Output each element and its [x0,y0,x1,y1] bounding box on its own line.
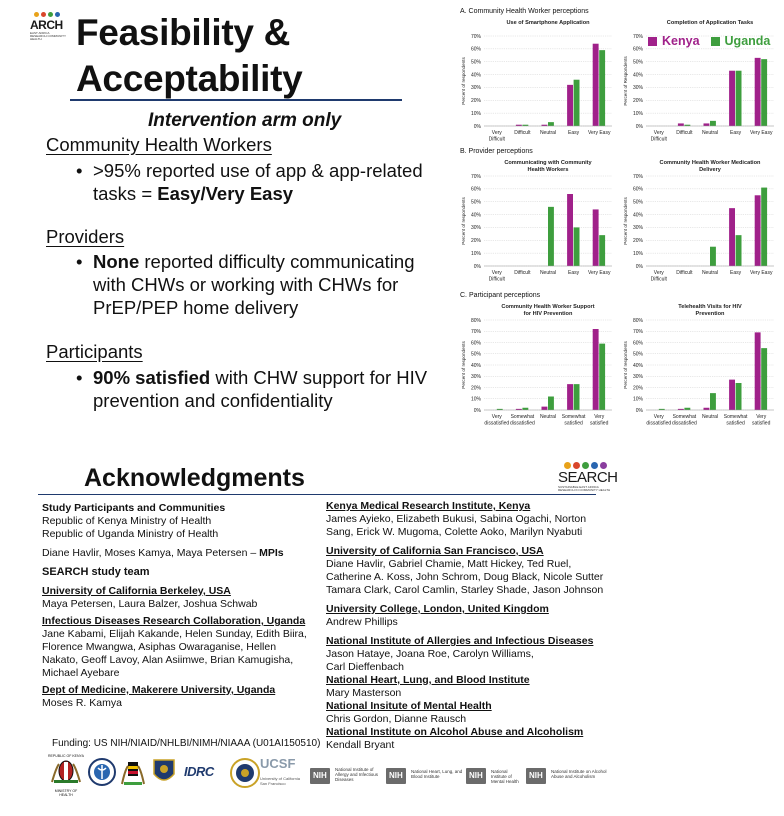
ack-mak-names: Moses R. Kamya [42,697,122,709]
chart-title: Community Health Worker Medication [659,160,761,166]
x-tick-label: Somewhat [672,414,697,420]
bullet-glyph: • [76,251,83,272]
ack-mpis-label: MPIs [259,547,284,559]
ack-mpis-names: Diane Havlir, Moses Kamya, Maya Petersen – [42,547,260,559]
x-tick-label: Easy [730,270,742,276]
bullet-providers-text: reported difficulty communicating with CHWs or working with CHWs for PrEP/PEP home delivery [93,251,415,318]
ack-niaid-line: Carl Dieffenbach [326,661,405,673]
bullet-participants [76,366,443,412]
chart-title: Prevention [695,311,725,317]
bullet-chw-text: >95% reported use of app & app-related tasks = [93,160,423,204]
y-tick-label: 40% [470,362,481,369]
y-tick-label: 0% [635,123,643,130]
y-tick-label: 50% [470,59,481,66]
ucsf-logo: UCSF [260,756,296,771]
nih-niaid-label: National Institute of Allergy and Infectious Diseases [335,767,379,782]
title-line-2: Acceptability [76,58,303,99]
y-tick-label: 0% [473,123,481,130]
nih-badge-nhlbi: NIH [386,768,406,784]
y-axis-label: Percent of Respondents [623,56,628,106]
y-tick-label: 10% [470,396,481,403]
bar-uganda [761,59,767,126]
bar-chart-svg [458,18,616,150]
section-b-label: B. Provider perceptions [460,148,533,155]
ministry-seal-icon [88,758,116,786]
y-tick-label: 20% [632,98,643,105]
x-tick-label: Very [491,414,502,420]
nih-badge-niaid: NIH [310,768,330,784]
ack-mak-head: Dept of Medicine, Makerere University, Uganda [42,684,276,696]
x-tick-label: Very Easy [587,130,611,136]
x-tick-label: Difficult [488,276,505,283]
chart-title: Communicating with Community [504,160,592,166]
section-head-chw: Community Health Workers [46,134,272,155]
bar-kenya [567,384,573,410]
y-tick-label: 80% [470,317,481,324]
bar-kenya [593,209,599,266]
y-axis-label: Percent of respondents [461,57,466,105]
x-tick-label: Easy [730,130,742,136]
nih-nhlbi-label: National Heart, Lung, and Blood Institute [411,769,463,779]
bar-chart-svg [458,158,616,290]
x-tick-label: Somewhat [510,414,535,420]
y-tick-label: 30% [470,225,481,232]
kenya-moh-bottom: MINISTRY OF HEALTH [54,789,78,797]
y-tick-label: 60% [632,186,643,193]
ack-ucsf-line: Catherine A. Koss, John Schrom, Doug Black, Nicole Sutter [326,571,604,583]
ack-ucb-names: Maya Petersen, Laura Balzer, Joshua Schwab [42,598,258,610]
bullet-providers [76,250,438,319]
kemri-seal-icon [230,758,260,788]
funding-statement: Funding: US NIH/NIAID/NHLBI/NIMH/NIAAA (U01AI150510) [52,738,321,749]
ack-uganda-moh: Republic of Uganda Ministry of Health [42,528,219,540]
bullet-providers-bold: None [93,251,140,272]
search-logo-small [30,12,66,48]
x-tick-label: satisfied [564,420,583,427]
ack-nimh-names: Chris Gordon, Dianne Rausch [326,713,467,725]
x-tick-label: Easy [568,130,580,136]
ack-idrc-line: Florence Mwangwa, Asiphas Owaraganise, Hellen [42,641,277,653]
x-tick-label: Neutral [539,414,557,420]
bar-kenya [678,123,684,126]
ack-nimh-head: National Insitute of Mental Health [326,700,492,712]
idrc-logo: IDRC [184,764,214,779]
bullet-participants-bold: 90% satisfied [93,367,211,388]
bar-kenya [729,208,735,266]
x-tick-label: dissatisfied [484,420,510,427]
bar-uganda [599,344,605,410]
x-tick-label: Very Easy [587,270,611,276]
legend-swatch-kenya [648,37,657,46]
bar-kenya [704,123,710,126]
ack-ucsf-line: Diane Havlir, Gabriel Chamie, Matt Hickey, Ted Ruel, [326,558,572,570]
bar-uganda [599,235,605,266]
ack-ucb-head: University of California Berkeley, USA [42,585,231,597]
x-tick-label: Neutral [701,130,719,136]
x-tick-label: Very [491,270,502,276]
y-tick-label: 60% [470,186,481,193]
x-tick-label: Difficult [650,136,667,143]
uganda-coat-of-arms-icon [120,756,146,788]
y-tick-label: 30% [632,374,643,381]
bar-kenya [755,58,761,126]
x-tick-label: Difficult [514,270,531,276]
x-tick-label: Difficult [676,130,693,136]
logo-word: SEARCH [558,469,618,486]
y-tick-label: 70% [632,173,643,180]
ack-niaaa-head: National Institute on Alcohol Abuse and Alcoholism [326,726,584,738]
y-tick-label: 80% [632,317,643,324]
x-tick-label: dissatisfied [646,420,672,427]
x-tick-label: Very [756,414,767,420]
page-title [76,10,302,102]
bar-uganda [548,397,554,411]
bar-uganda [761,188,767,266]
bar-kenya [567,85,573,126]
bar-kenya [729,71,735,126]
chart-telehealth [620,302,778,439]
nih-niaaa-label: National Institute on Alcohol Abuse and Alcoholism [551,769,607,779]
y-tick-label: 60% [632,46,643,53]
chart-medication-delivery [620,158,778,295]
x-tick-label: satisfied [590,420,609,427]
ack-idrc-line: Michael Ayebare [42,667,120,679]
x-tick-label: Very [653,270,664,276]
chart-communicating-chw [458,158,616,295]
title-line-1: Feasibility & [76,12,291,53]
logo-word: ARCH [30,18,63,32]
chart-title: Completion of Application Tasks [666,20,754,26]
y-tick-label: 70% [470,173,481,180]
bar-uganda [599,50,605,126]
logo-dots [564,462,614,469]
y-tick-label: 0% [635,263,643,270]
y-tick-label: 0% [473,407,481,414]
bar-uganda [710,121,716,126]
bar-uganda [736,235,742,266]
bar-chart-svg [620,302,778,434]
x-tick-label: Difficult [676,270,693,276]
bar-chart-svg [458,302,616,434]
x-tick-label: dissatisfied [672,420,697,427]
search-logo [558,462,618,500]
y-tick-label: 70% [632,33,643,40]
chart-title: Community Health Worker Support [501,304,595,310]
bar-uganda [684,408,690,410]
subtitle: Intervention arm only [148,110,342,131]
partner-logos [48,754,618,797]
y-tick-label: 30% [632,85,643,92]
chart-title: Telehealth Visits for HIV [678,304,742,310]
bar-kenya [593,329,599,410]
kenya-moh-logo [48,754,84,797]
y-tick-label: 30% [470,85,481,92]
x-tick-label: Very [653,414,664,420]
bar-kenya [755,195,761,266]
x-tick-label: Very Easy [749,270,773,276]
x-tick-label: Easy [568,270,580,276]
ack-kemri-line: James Ayieko, Elizabeth Bukusi, Sabina Ogachi, Norton [326,513,587,525]
ack-ucsf-head: University of California San Francisco, USA [326,545,544,557]
y-tick-label: 50% [470,351,481,358]
y-tick-label: 40% [470,72,481,79]
y-tick-label: 50% [632,351,643,358]
y-tick-label: 30% [470,374,481,381]
bullet-participants-text: with CHW support for HIV prevention and confidentiality [93,367,428,411]
bullet-glyph: • [76,367,83,388]
x-tick-label: Very [491,130,502,136]
legend-label-uganda: Uganda [724,34,771,48]
chart-title: for HIV Prevention [523,311,573,317]
ack-title: Acknowledgments [84,464,305,492]
legend-swatch-uganda [711,37,720,46]
ack-kemri-head: Kenya Medical Research Institute, Kenya [326,500,531,512]
y-tick-label: 40% [470,212,481,219]
ack-team: SEARCH study team [42,566,150,578]
y-tick-label: 50% [470,199,481,206]
y-tick-label: 20% [632,385,643,392]
bar-uganda [574,80,580,126]
logo-subtext: EAST AFRICA RESEARCH COMMUNITY HEALTH [30,31,66,41]
y-tick-label: 10% [470,250,481,257]
y-tick-label: 40% [632,362,643,369]
x-tick-label: Neutral [701,414,719,420]
chart-legend [648,34,770,48]
section-a-label: A. Community Health Worker perceptions [460,8,589,15]
y-tick-label: 0% [635,407,643,414]
legend-label-kenya: Kenya [662,34,700,48]
bar-kenya [704,408,710,410]
bullet-chw [76,159,453,205]
ack-kemri-line: Sang, Erick W. Mugoma, Colette Aoko, Marilyn Nyabuti [326,526,583,538]
y-tick-label: 60% [470,46,481,53]
ack-divider [38,494,596,495]
y-tick-label: 40% [632,212,643,219]
ack-idrc-line: Jane Kabami, Elijah Kakande, Helen Sunday, Edith Biira, [42,628,307,640]
ack-mpis [42,547,322,560]
y-tick-label: 60% [470,340,481,347]
y-tick-label: 70% [632,329,643,336]
bar-uganda [710,247,716,266]
y-tick-label: 10% [632,110,643,117]
y-tick-label: 10% [632,396,643,403]
ack-niaid-line: Jason Hataye, Joana Roe, Carolyn Williams, [326,648,534,660]
section-head-participants: Participants [46,341,143,362]
bullet-chw-bold: Easy/Very Easy [157,183,294,204]
chart-chw-support [458,302,616,439]
nih-badge-niaaa: NIH [526,768,546,784]
ack-left-column [42,502,322,710]
y-tick-label: 10% [632,250,643,257]
ack-niaaa-names: Kendall Bryant [326,739,395,751]
y-tick-label: 30% [632,225,643,232]
ack-nhlbi-names: Mary Masterson [326,687,402,699]
bar-kenya [593,44,599,126]
x-tick-label: Difficult [514,130,531,136]
y-tick-label: 50% [632,59,643,66]
ack-kenya-moh: Republic of Kenya Ministry of Health [42,515,212,527]
x-tick-label: dissatisfied [510,420,535,427]
chart-title: Delivery [699,167,721,173]
chart-title: Health Workers [527,167,569,173]
y-tick-label: 20% [470,98,481,105]
bar-kenya [755,332,761,410]
charts-figure [458,6,780,436]
y-axis-label: Percent of respondents [623,341,628,389]
bar-kenya [729,380,735,410]
ack-idrc-line: Nakato, Geoff Lavoy, Alan Asiimwe, Brian Kamugisha, [42,654,294,666]
y-tick-label: 10% [470,110,481,117]
bar-kenya [567,194,573,266]
y-axis-label: Percent of respondents [623,197,628,245]
y-tick-label: 20% [632,238,643,245]
y-tick-label: 70% [470,329,481,336]
bar-uganda [736,383,742,410]
nih-badge-nimh: NIH [466,768,486,784]
y-tick-label: 70% [470,33,481,40]
logo-dots [34,12,66,17]
ack-ucl-head: University College, London, United Kingdom [326,603,549,615]
makerere-crest-icon [150,756,178,788]
bar-kenya [542,407,548,410]
logo-subtext: SUSTAINABLE EAST AFRICA RESEARCH IN COMMUNITY HEALTH [558,485,611,492]
y-axis-label: Percent of respondents [461,197,466,245]
kenya-coat-of-arms-icon [48,758,84,784]
chart-title: Use of Smartphone Application [506,20,590,26]
ack-idrc-head: Infectious Diseases Research Collaboration, Uganda [42,615,306,627]
y-tick-label: 20% [470,385,481,392]
ack-study-head: Study Participants and Communities [42,502,226,514]
section-c-label: C. Participant perceptions [460,292,541,299]
ack-right-column [326,500,612,752]
x-tick-label: Very Easy [749,130,773,136]
kenya-moh-top: REPUBLIC OF KENYA [48,754,84,758]
bar-uganda [736,71,742,126]
bar-uganda [522,408,528,410]
bar-uganda [548,122,554,126]
x-tick-label: Difficult [650,276,667,283]
bar-chart-svg [620,158,778,290]
x-tick-label: satisfied [726,420,745,427]
x-tick-label: Neutral [539,130,557,136]
ucsf-subtext: University of California San Francisco [260,776,301,786]
y-tick-label: 60% [632,340,643,347]
y-tick-label: 0% [473,263,481,270]
y-tick-label: 40% [632,72,643,79]
section-head-providers: Providers [46,226,125,247]
x-tick-label: Neutral [539,270,557,276]
bar-uganda [574,384,580,410]
ack-ucsf-line: Tamara Clark, Carol Camlin, Starley Shade, Jason Johnson [326,584,604,596]
y-axis-label: Percent of respondents [461,341,466,389]
bar-uganda [574,227,580,266]
bar-uganda [548,207,554,266]
chart-smartphone-use [458,18,616,155]
y-tick-label: 50% [632,199,643,206]
x-tick-label: satisfied [752,420,771,427]
ack-niaid-head: National Institute of Allergies and Infectious Diseases [326,635,594,647]
bar-uganda [761,348,767,410]
bar-uganda [710,393,716,410]
ack-nhlbi-head: National Heart, Lung, and Blood Institute [326,674,530,686]
x-tick-label: Very [594,414,605,420]
x-tick-label: Somewhat [561,414,586,420]
y-tick-label: 20% [470,238,481,245]
x-tick-label: Somewhat [723,414,748,420]
x-tick-label: Very [653,130,664,136]
bullet-glyph: • [76,160,83,181]
title-divider [70,99,402,101]
ack-ucl-names: Andrew Phillips [326,616,398,628]
nih-nimh-label: National Institute of Mental Health [491,769,519,784]
x-tick-label: Neutral [701,270,719,276]
x-tick-label: Difficult [488,136,505,143]
